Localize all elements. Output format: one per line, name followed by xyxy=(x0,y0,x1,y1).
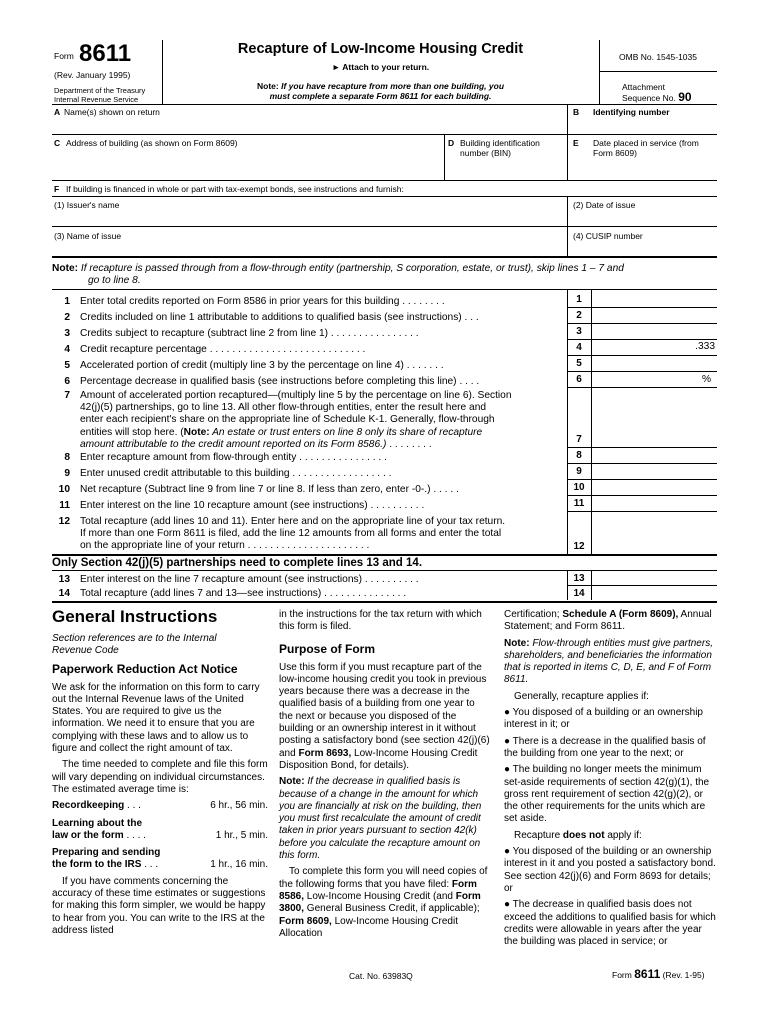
line-6-percent-sign[interactable]: % xyxy=(701,374,711,385)
instructions-column-3 xyxy=(504,609,718,952)
line-12: 12 Total recapture (add lines 10 and 11). Enter here and on the appropriate line of your tax return. If more than one Form 8611 is filed, add the line 12 amounts from all forms and enter the total on the appropriate line of your return . . . . . . . . . . . . . . . . . . . . . . xyxy=(58,516,506,552)
line-8-amount[interactable] xyxy=(592,448,717,462)
paperwork-para-1: We ask for the information on this form to carry out the Internal Revenue laws of the United States. You are required to give us the information. We need it to ensure that you are complying with these laws and to allow us to figure and collect the right amount of tax. xyxy=(52,681,260,755)
box-label-2: 2 xyxy=(576,310,582,321)
box-label-12: 12 xyxy=(573,541,585,552)
line-10-amount[interactable] xyxy=(592,480,717,494)
footer-form-id: Form 8611 (Rev. 1-95) xyxy=(612,967,705,981)
generally-applies: Generally, recapture applies if: xyxy=(514,690,649,702)
recapture-note: Note: If recapture is passed through from a flow-through entity (partnership, S corporation, estate, or trust), skip lines 1 – 7 and go to line 8. xyxy=(52,263,624,287)
bullet-icon: ● xyxy=(504,846,511,858)
catalog-number: Cat. No. 63983Q xyxy=(349,971,413,981)
sequence-label: Sequence No. 90 xyxy=(622,90,692,104)
purpose-heading: Purpose of Form xyxy=(279,641,376,656)
box-label-13: 13 xyxy=(573,573,585,584)
box-label-11: 11 xyxy=(573,498,585,509)
general-instructions-heading: General Instructions xyxy=(52,607,218,626)
line-7: 7 Amount of accelerated portion recaptured—(multiply line 5 by the percentage on line 6). Section 42(j)(5) partnerships, go to line 13. All other flow-through entities, enter the result here and enter each recipient's share on the appropriate line of Schedule K-1. Generally, flow-through entities will stop here. (Note: An estate or trust enters on line 8 only its share of recapture amount attributable to the credit amount reported on its Form 8586.) . . . . . . . . xyxy=(64,390,512,450)
department: Department of the Treasury xyxy=(54,86,146,95)
form-label: Form xyxy=(54,51,74,61)
box-label-5: 5 xyxy=(576,358,582,369)
applies-bullet-1: ● You disposed of a building or an ownership interest in it; or xyxy=(504,707,703,731)
omb-number: OMB No. 1545-1035 xyxy=(619,52,697,62)
box-label-6: 6 xyxy=(576,374,582,385)
paperwork-para-2: The time needed to complete and file this form will vary depending on individual circumstances. The estimated average time is: xyxy=(52,759,268,795)
time-learning-label: Learning about the xyxy=(52,817,142,829)
box-label-4: 4 xyxy=(576,342,582,353)
line-3-amount[interactable] xyxy=(592,324,717,338)
instructions-column-1 xyxy=(52,607,268,941)
bullet-icon: ● xyxy=(504,707,511,719)
attachment-label: Attachment xyxy=(622,82,665,92)
applies-bullet-3: ● The building no longer meets the minimum set-aside requirements of section 42(g)(1), the gross rent requirement of section 42(g)(2), or the other requirements for the units which are set aside. xyxy=(504,764,710,825)
line-13-amount[interactable] xyxy=(592,572,717,586)
field-b-label: Identifying number xyxy=(593,107,670,117)
box-label-14: 14 xyxy=(573,588,585,599)
section-42-header: Only Section 42(j)(5) partnerships need to complete lines 13 and 14. xyxy=(52,557,423,569)
section-references: Section references are to the Internal Revenue Code xyxy=(52,633,217,657)
flow-through-note: Note: Flow-through entities must give partners, shareholders, and beneficiaries the information that is reported in items C, D, E, and F of Form 8611. xyxy=(504,637,713,686)
box-label-1: 1 xyxy=(576,294,582,305)
line-5-amount[interactable] xyxy=(592,356,717,370)
paperwork-para-3: If you have comments concerning the accuracy of these time estimates or suggestions for making this form simpler, we would be happy to hear from you. You can write to the IRS at the address listed xyxy=(52,875,266,936)
arrow-right-icon: ► xyxy=(331,62,341,72)
bullet-icon: ● xyxy=(504,735,511,747)
field-f3-name-of-issue[interactable]: (3) Name of issue xyxy=(54,231,122,241)
time-preparing-label: Preparing and sending xyxy=(52,847,161,859)
bullet-icon: ● xyxy=(504,899,511,911)
revision-date: (Rev. January 1995) xyxy=(54,70,131,80)
form-title: Recapture of Low-Income Housing Credit xyxy=(237,41,524,57)
purpose-para-2: To complete this form you will need copies of the following forms that you have filed: Form 8586, Low-Income Housing Credit (and Form 3800, General Business Credit, if applicable); Form 8609, Low-Income Housing Credit Allocation xyxy=(279,866,488,939)
box-label-3: 3 xyxy=(576,326,582,337)
time-preparing: the form to the IRS . . . 1 hr., 16 min. xyxy=(52,859,268,871)
not-apply-bullet-1: ● You disposed of the building or an ownership interest in it and you posted a satisfactory bond. See section 42(j)(6) and Form 8693 for details; or xyxy=(504,846,716,894)
line-11-amount[interactable] xyxy=(592,496,717,510)
box-label-9: 9 xyxy=(576,466,582,477)
line-12-amount[interactable] xyxy=(592,539,717,553)
line-1-amount[interactable] xyxy=(592,292,717,306)
time-learning: law or the form . . . . 1 hr., 5 min. xyxy=(52,829,268,841)
box-label-8: 8 xyxy=(576,450,582,461)
purpose-note: Note: If the decrease in qualified basis is because of a change in the amount for which you are financially at risk on the building, then you must first recalculate the amount of credit taken in prior years pursuant to section 42(k) before you calculate the recapture amount on this form. xyxy=(279,776,482,862)
box-label-7: 7 xyxy=(576,434,582,445)
field-e-label: Date placed in service (from Form 8609) xyxy=(593,138,699,158)
field-f2-date-of-issue[interactable]: (2) Date of issue xyxy=(573,200,636,210)
agency: Internal Revenue Service xyxy=(54,95,139,104)
line-2-amount[interactable] xyxy=(592,308,717,322)
line-14-amount[interactable] xyxy=(592,587,717,601)
field-f4-cusip-number[interactable]: (4) CUSIP number xyxy=(573,231,643,241)
does-not-apply: Recapture does not apply if: xyxy=(514,829,642,841)
bullet-icon: ● xyxy=(504,764,511,776)
instructions-column-2 xyxy=(279,609,491,944)
purpose-para-1: Use this form if you must recapture part of the low-income housing credit you took in previous years because there was a decrease in the qualified basis of a building from one year to the next or because you disposed of the building or an ownership interest in it without posting a satisfactory bond (see section 42(j)(6) and Form 8693, Low-Income Housing Credit Disposition Bond, for details). xyxy=(279,661,490,771)
attach-instruction: ► Attach to your return. xyxy=(331,62,430,72)
field-f-label: If building is financed in whole or part with tax-exempt bonds, see instructions and furnish: xyxy=(66,184,404,194)
not-apply-bullet-2: ● The decrease in qualified basis does not exceed the additions to qualified basis for which credits were allowable in years after the year the building was placed in service; or xyxy=(504,899,716,948)
field-c-label: Address of building (as shown on Form 8609) xyxy=(66,138,238,148)
field-d-label: Building identification number (BIN) xyxy=(460,138,540,158)
form-number: 8611 xyxy=(79,40,132,67)
header-note: Note: If you have recapture from more than one building, you must complete a separate Form 8611 for each building. xyxy=(256,81,505,101)
field-a-label: Name(s) shown on return xyxy=(64,107,160,117)
forms-list-cont: Certification; Schedule A (Form 8609), Annual Statement; and Form 8611. xyxy=(504,609,712,633)
field-f1-issuer-name[interactable]: (1) Issuer's name xyxy=(54,200,120,210)
line-4-percentage: .333 xyxy=(695,341,715,352)
continued-text: in the instructions for the tax return with which this form is filed. xyxy=(279,609,482,633)
line-9-amount[interactable] xyxy=(592,464,717,478)
line-7-amount[interactable] xyxy=(592,432,717,446)
applies-bullet-2: ● There is a decrease in the qualified basis of the building from one year to the next; or xyxy=(504,735,706,759)
time-recordkeeping: Recordkeeping . . . 6 hr., 56 min. xyxy=(52,800,268,812)
box-label-10: 10 xyxy=(573,482,585,493)
paperwork-heading: Paperwork Reduction Act Notice xyxy=(52,661,238,676)
